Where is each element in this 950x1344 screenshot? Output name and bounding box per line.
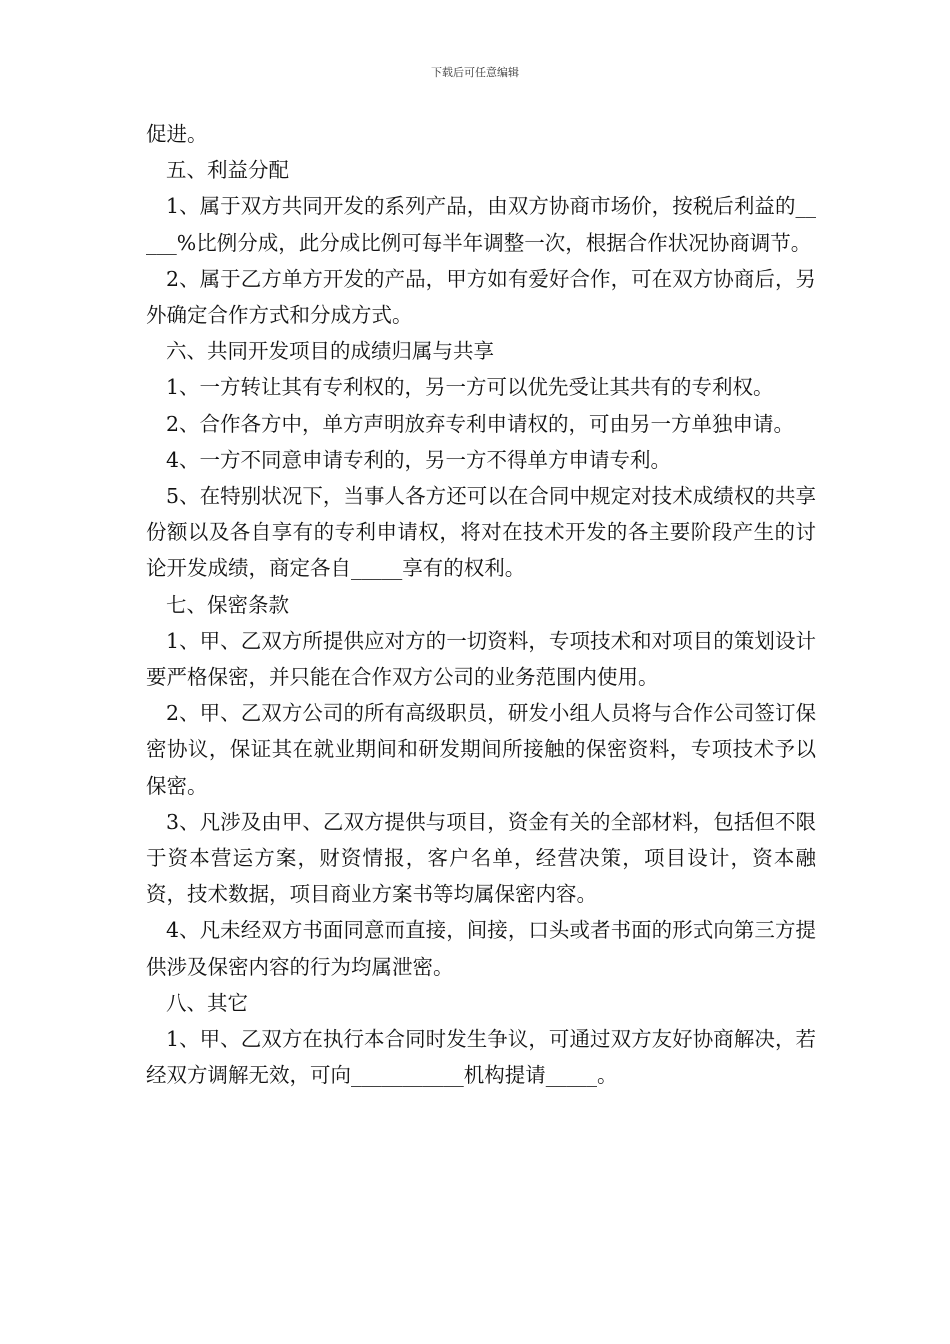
page-header: 下载后可任意编辑 [431,66,519,79]
paragraph: 促进。 [146,122,208,146]
paragraph: 2、属于乙方单方开发的产品，甲方如有爱好合作，可在双方协商后，另外确定合作方式和分成方式。 [146,266,816,328]
paragraph: 3、凡涉及由甲、乙双方提供与项目，资金有关的全部材料，包括但不限于资本营运方案，财资情报，客户名单，经营决策，项目设计，资本融资，技术数据，项目商业方案书等均属保密内容。 [146,809,816,907]
paragraph: 4、一方不同意申请专利的，另一方不得单方申请专利。 [166,447,672,472]
section-heading: 七、保密条款 [166,592,289,617]
paragraph: 5、在特别状况下，当事人各方还可以在合同中规定对技术成绩权的共享份额以及各自享有的专利申请权，将对在技术开发的各主要阶段产生的讨论开发成绩，商定各自_____享有的权利。 [146,484,816,581]
paragraph: 4、凡未经双方书面同意而直接，间接，口头或者书面的形式向第三方提供涉及保密内容的行为均属泄密。 [146,918,816,979]
section-heading: 六、共同开发项目的成绩归属与共享 [166,339,494,364]
paragraph: 2、甲、乙双方公司的所有高级职员，研发小组人员将与合作公司签订保密协议，保证其在就业期间和研发期间所接触的保密资料，专项技术予以保密。 [146,701,816,798]
paragraph: 2、合作各方中，单方声明放弃专利申请权的，可由另一方单独申请。 [166,411,795,436]
section-heading: 五、利益分配 [166,158,289,183]
paragraph: 1、属于双方共同开发的系列产品，由双方协商市场价，按税后利益的_____%比例分成，此分成比例可每半年调整一次，根据合作状况协商调节。 [146,194,816,255]
section-heading: 八、其它 [166,990,248,1015]
paragraph: 1、甲、乙双方所提供应对方的一切资料，专项技术和对项目的策划设计要严格保密，并只能在合作双方公司的业务范围内使用。 [146,628,816,690]
paragraph: 1、一方转让其有专利权的，另一方可以优先受让其共有的专利权。 [166,375,774,400]
document-body [146,116,816,1093]
paragraph: 1、甲、乙双方在执行本合同时发生争议，可通过双方友好协商解决，若经双方调解无效，可向___________机构提请_____。 [146,1027,816,1088]
